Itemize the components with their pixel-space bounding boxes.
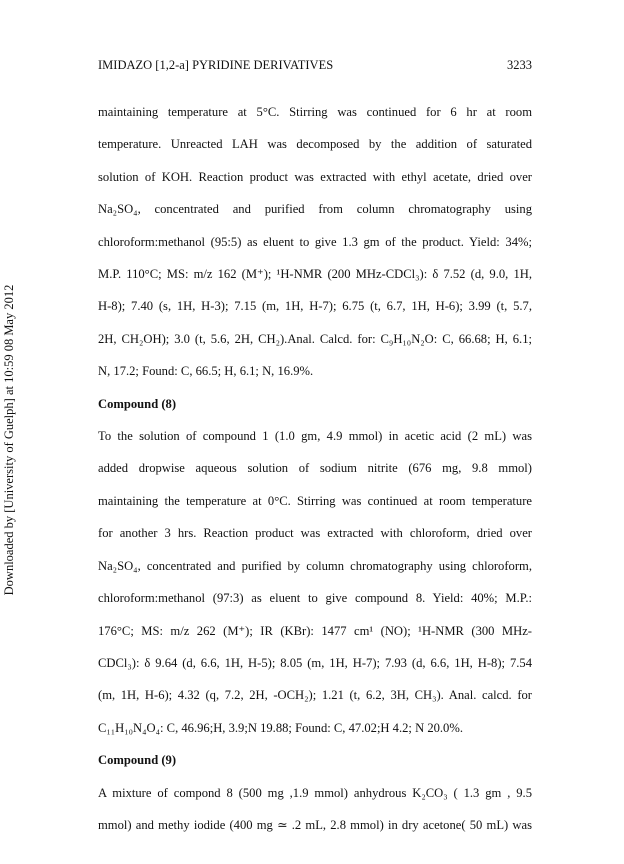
- text-line: (m, 1H, H-6); 4.32 (q, 7.2, 2H, -OCH₂); 1.21 (t, 6.2, 3H, CH₃). Anal. calcd. for: [98, 688, 532, 703]
- download-watermark-text: Downloaded by [University of Guelph] at 10:59 08 May 2012: [2, 284, 16, 596]
- text-line: chloroform:methanol (95:5) as eluent to give 1.3 gm of the product. Yield: 34%;: [98, 234, 532, 249]
- text-line: chloroform:methanol (97:3) as eluent to give compound 8. Yield: 40%; M.P.:: [98, 591, 532, 606]
- running-title: IMIDAZO [1,2-a] PYRIDINE DERIVATIVES: [98, 58, 334, 72]
- text-line: solution of KOH. Reaction product was extracted with ethyl acetate, dried over: [98, 169, 532, 184]
- page-number: 3233: [507, 58, 532, 72]
- running-header: [98, 58, 532, 73]
- text-line: C₁₁H₁₀N₄O₄: C, 46.96;H, 3.9;N 19.88; Found: C, 47.02;H 4.2; N 20.0%.: [98, 720, 463, 735]
- text-line: M.P. 110°C; MS: m/z 162 (M⁺); ¹H-NMR (200 MHz-CDCl₃): δ 7.52 (d, 9.0, 1H,: [98, 267, 532, 282]
- paragraph-compound-7-procedure: [98, 96, 532, 388]
- text-line: Na₂SO₄, concentrated and purified from column chromatography using: [98, 202, 532, 217]
- section-heading-compound-9: Compound (9): [98, 753, 177, 768]
- text-line: N, 17.2; Found: C, 66.5; H, 6.1; N, 16.9%.: [98, 364, 314, 379]
- text-line: maintaining temperature at 5°C. Stirring was continued for 6 hr at room: [98, 105, 532, 119]
- text-line: temperature. Unreacted LAH was decomposed by the addition of saturated: [98, 137, 532, 152]
- text-line: A mixture of compond 8 (500 mg ,1.9 mmol) anhydrous K₂CO₃ ( 1.3 gm , 9.5: [98, 785, 532, 800]
- text-line: Na₂SO₄, concentrated and purified by column chromatography using chloroform,: [98, 558, 532, 573]
- text-line: mmol) and methy iodide (400 mg ≃ .2 mL, 2.8 mmol) in dry acetone( 50 mL) was: [98, 817, 532, 832]
- text-line: To the solution of compound 1 (1.0 gm, 4.9 mmol) in acetic acid (2 mL) was: [98, 429, 532, 444]
- text-line: 2H, CH₂OH); 3.0 (t, 5.6, 2H, CH₂).Anal. Calcd. for: C₉H₁₀N₂O: C, 66.68; H, 6.1;: [98, 331, 532, 346]
- paragraph-compound-8-procedure: [98, 420, 532, 744]
- text-line: maintaining the temperature at 0°C. Stirring was continued at room temperature: [98, 493, 532, 508]
- text-line: added dropwise aqueous solution of sodium nitrite (676 mg, 9.8 mmol): [98, 461, 532, 476]
- text-line: 176°C; MS: m/z 262 (M⁺); IR (KBr): 1477 cm¹ (NO); ¹H-NMR (300 MHz-: [98, 623, 532, 638]
- text-line: for another 3 hrs. Reaction product was extracted with chloroform, dried over: [98, 526, 532, 541]
- text-line: CDCl₃): δ 9.64 (d, 6.6, 1H, H-5); 8.05 (m, 1H, H-7); 7.93 (d, 6.6, 1H, H-8); 7.54: [98, 655, 532, 670]
- article-body: [98, 96, 532, 841]
- text-line: H-8); 7.40 (s, 1H, H-3); 7.15 (m, 1H, H-7); 6.75 (t, 6.7, 1H, H-6); 3.99 (t, 5.7,: [98, 299, 532, 314]
- paragraph-compound-9-procedure: [98, 777, 532, 842]
- section-heading-compound-8: Compound (8): [98, 396, 177, 411]
